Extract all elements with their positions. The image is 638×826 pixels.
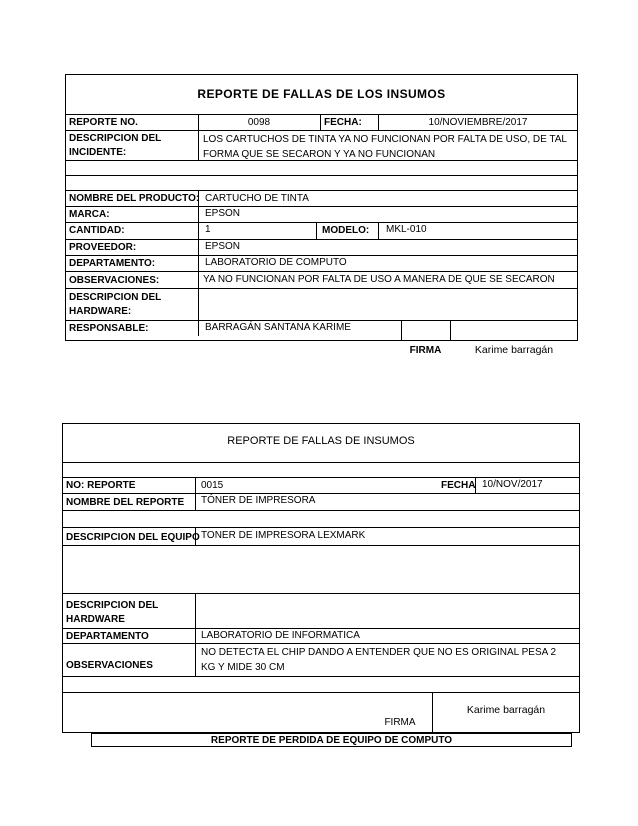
report-1-hardware-label-line1: DESCRIPCION DEL (69, 292, 162, 303)
report-1-quantity-label: CANTIDAD: (69, 225, 125, 236)
report-1-number-value: 0098 (247, 117, 271, 128)
report-2-date-value: 10/NOV/2017 (482, 479, 543, 490)
report-2-department-value: LABORATORIO DE INFORMATICA (201, 630, 360, 641)
report-1-brand-value: EPSON (205, 208, 241, 219)
report-1-incident-label-line1: DESCRIPCION DEL (69, 133, 162, 144)
report-1-title: REPORTE DE FALLAS DE LOS INSUMOS (197, 87, 446, 101)
report-2-number-label: NO: REPORTE (66, 480, 136, 491)
report-2-observations-value: NO DETECTA EL CHIP DANDO A ENTENDER QUE NO ES ORIGINAL PESA 2 KG Y MIDE 30 CM (201, 647, 557, 673)
report-2-number-value: 0015 (201, 480, 224, 491)
report-1-incident-value: LOS CARTUCHOS DE TINTA YA NO FUNCIONAN POR FALTA DE USO, DE TAL FORMA QUE SE SECARON Y YA NO FUNCIONAN (203, 134, 567, 160)
report-2-equipment-value: TONER DE IMPRESORA LEXMARK (201, 530, 366, 541)
report-1-signature-label: FIRMA (409, 345, 442, 356)
report-1-product-value: CARTUCHO DE TINTA (205, 193, 309, 204)
report-2-signature-value: Karime barragán (466, 704, 546, 716)
report-2-observations-label: OBSERVACIONES (66, 660, 153, 671)
report-2-hardware-label-line2: HARDWARE (66, 614, 125, 625)
report-1-responsible-value: BARRAGÁN SANTANA KARIME (205, 322, 351, 333)
report-1-hardware-label-line2: HARDWARE: (69, 306, 132, 317)
report-3-title: REPORTE DE PERDIDA DE EQUIPO DE COMPUTO (210, 735, 453, 746)
report-1-date-value: 10/NOVIEMBRE/2017 (428, 117, 528, 128)
report-1-brand-label: MARCA: (69, 209, 110, 220)
report-1-quantity-value: 1 (205, 224, 211, 235)
report-2-equipment-label: DESCRIPCION DEL EQUIPO (66, 532, 200, 543)
report-1-date-label: FECHA: (324, 117, 362, 128)
report-1-responsible-label: RESPONSABLE: (69, 323, 149, 334)
report-2-date-label: FECHA (441, 480, 476, 491)
report-1-model-value: MKL-010 (386, 224, 427, 235)
report-1-department-value: LABORATORIO DE COMPUTO (205, 257, 347, 268)
report-2-department-label: DEPARTAMENTO (66, 631, 149, 642)
report-1-model-label: MODELO: (322, 225, 370, 236)
report-1-observations-label: OBSERVACIONES: (69, 275, 160, 286)
report-1-signature-value: Karime barragán (474, 344, 554, 356)
report-2-report-name-label: NOMBRE DEL REPORTE (66, 497, 185, 508)
report-1-number-label: REPORTE NO. (69, 117, 138, 128)
report-2-signature-label: FIRMA (384, 717, 416, 728)
report-1-observations-value: YA NO FUNCIONAN POR FALTA DE USO A MANERA DE QUE SE SECARON (203, 274, 555, 285)
report-1-supplier-label: PROVEEDOR: (69, 242, 137, 253)
report-1-department-label: DEPARTAMENTO: (69, 258, 156, 269)
report-2-report-name-value: TÓNER DE IMPRESORA (201, 495, 316, 506)
report-1-product-label: NOMBRE DEL PRODUCTO: (69, 193, 200, 204)
report-1-supplier-value: EPSON (205, 241, 241, 252)
report-2-hardware-label-line1: DESCRIPCION DEL (66, 600, 159, 611)
report-2-title: REPORTE DE FALLAS DE INSUMOS (227, 435, 415, 447)
report-2-outer-border (62, 423, 580, 733)
report-1-incident-label-line2: INCIDENTE: (69, 147, 127, 158)
